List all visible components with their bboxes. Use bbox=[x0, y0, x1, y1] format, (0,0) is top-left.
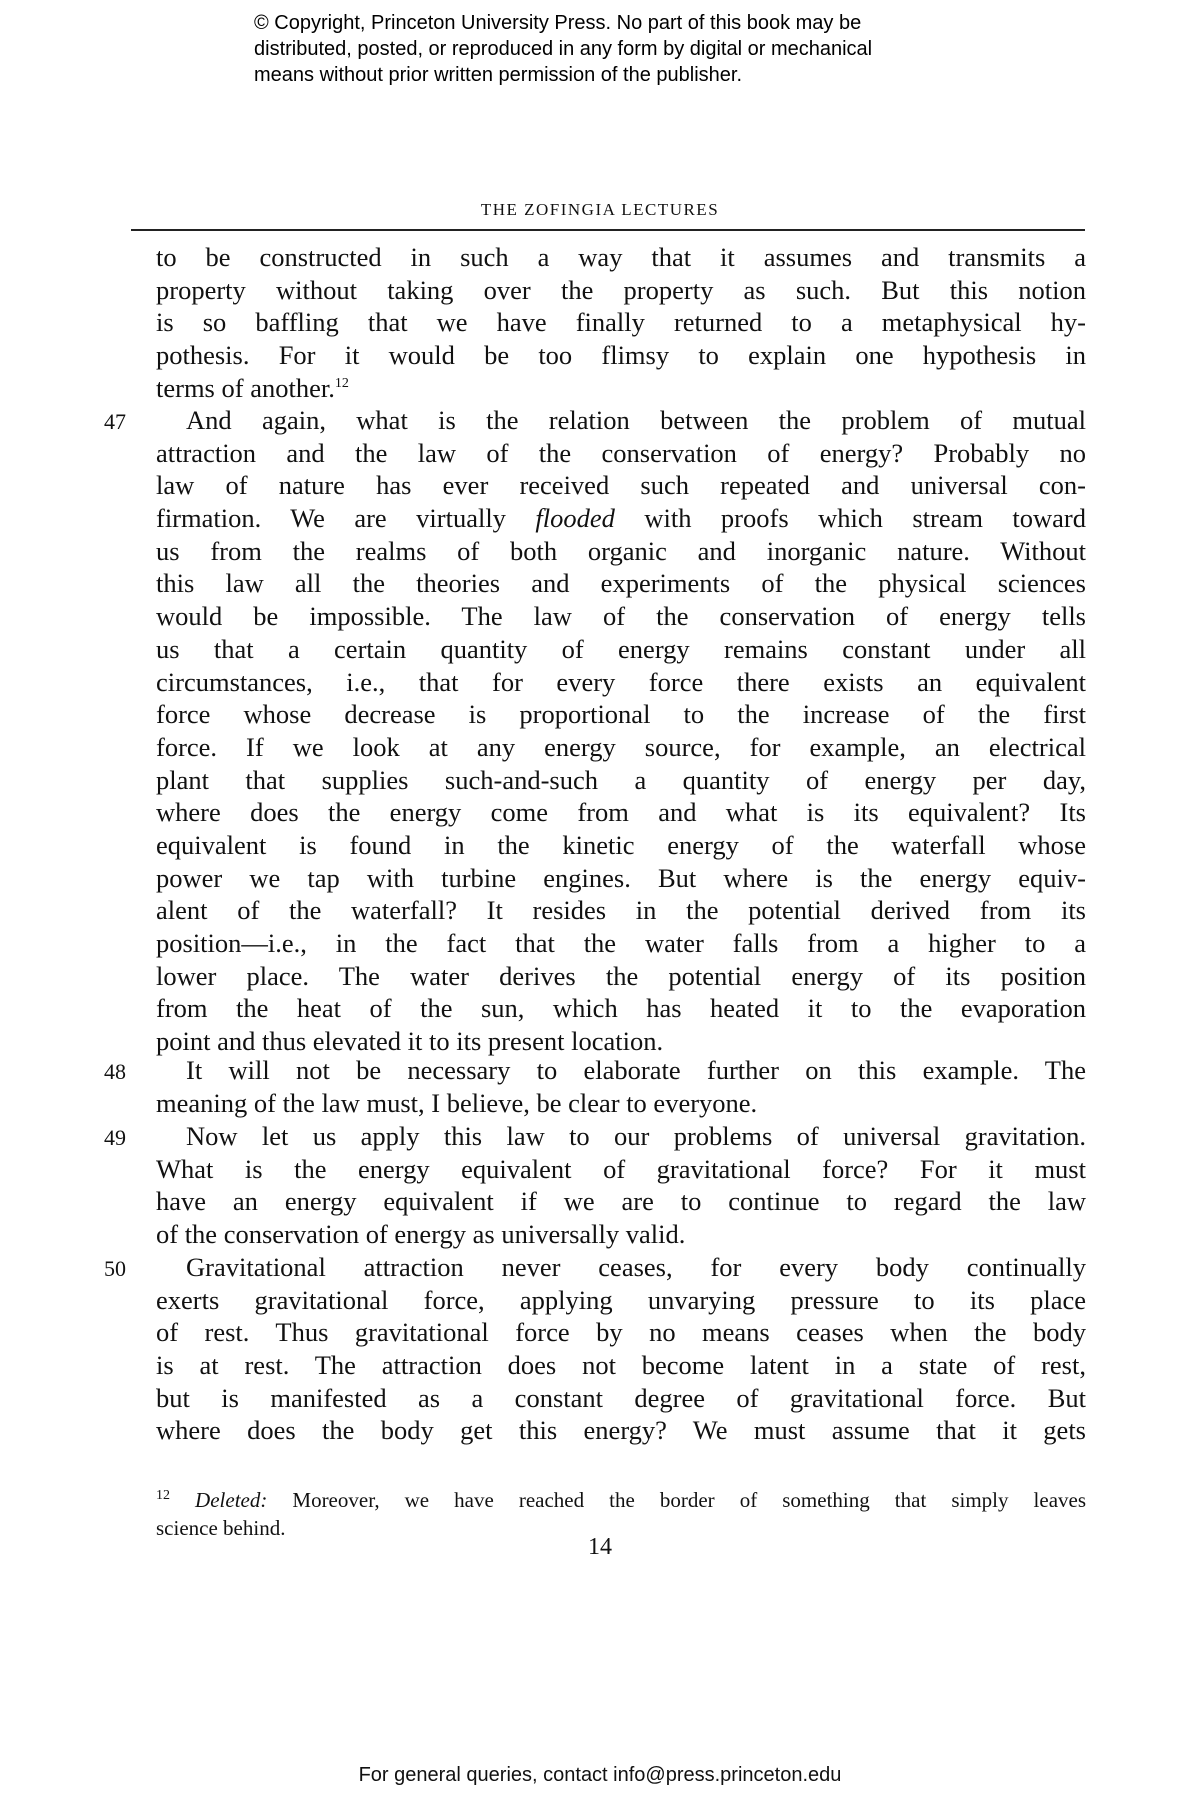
paragraph-50 bbox=[156, 1251, 1086, 1447]
copyright-line: © Copyright, Princeton University Press. No part of this book may be bbox=[254, 12, 862, 34]
text-line: And again, what is the relation between the problem of mutual bbox=[186, 405, 1086, 435]
text-line: from the heat of the sun, which has heated it to the evaporation bbox=[156, 993, 1086, 1024]
text-line: to be constructed in such a way that it assumes and transmits a bbox=[156, 242, 1086, 272]
text-line: of rest. Thus gravitational force by no means ceases when the body bbox=[156, 1317, 1086, 1348]
text-line: lower place. The water derives the potential energy of its position bbox=[156, 960, 1086, 991]
footnote-number: 12 bbox=[156, 1488, 170, 1503]
text-line: would be impossible. The law of the conservation of energy tells bbox=[156, 601, 1086, 632]
text-line: where does the energy come from and what is its equivalent? Its bbox=[156, 797, 1086, 828]
paragraph-48 bbox=[156, 1054, 1086, 1119]
footnote-text: Moreover, we have reached the border of something that simply leaves bbox=[292, 1488, 1087, 1512]
contact-info: For general queries, contact info@press.princeton.edu bbox=[358, 1764, 842, 1786]
page-number: 14 bbox=[588, 1534, 612, 1560]
text-line: plant that supplies such-and-such a quantity of energy per day, bbox=[156, 764, 1086, 795]
emphasis: flooded bbox=[535, 503, 615, 534]
running-header: THE ZOFINGIA LECTURES bbox=[480, 200, 720, 219]
text-line: What is the energy equivalent of gravitational force? For it must bbox=[156, 1153, 1086, 1184]
text-line-end: terms of another. bbox=[156, 372, 335, 403]
text-line: Now let us apply this law to our problems of universal gravitation. bbox=[186, 1121, 1086, 1151]
copyright-line: distributed, posted, or reproduced in any form by digital or mechanical bbox=[254, 38, 873, 60]
text-line: firmation. We are virtually flooded with proofs which stream toward bbox=[156, 503, 1087, 534]
text-line: is so baffling that we have finally returned to a metaphysical hy- bbox=[156, 307, 1086, 338]
paragraph-number: 50 bbox=[104, 1256, 126, 1281]
text-line: property without taking over the property as such. But this notion bbox=[156, 274, 1086, 305]
text-line: force whose decrease is proportional to the increase of the first bbox=[156, 699, 1086, 730]
text-line: It will not be necessary to elaborate further on this example. The bbox=[186, 1055, 1086, 1085]
footnote-line bbox=[156, 1486, 1086, 1514]
paragraph-number: 48 bbox=[104, 1059, 126, 1084]
text-line: this law all the theories and experiments of the physical sciences bbox=[156, 568, 1086, 599]
paragraph-number: 49 bbox=[104, 1125, 126, 1150]
copyright-notice bbox=[254, 10, 1014, 88]
text-line: Gravitational attraction never ceases, for every body continually bbox=[186, 1252, 1086, 1282]
text-line: pothesis. For it would be too flimsy to explain one hypothesis in bbox=[156, 340, 1086, 371]
text-line: have an energy equivalent if we are to continue to regard the law bbox=[156, 1186, 1086, 1217]
text-line: force. If we look at any energy source, for example, an electrical bbox=[156, 731, 1086, 762]
text-line: power we tap with turbine engines. But where is the energy equiv- bbox=[156, 862, 1086, 893]
text-line: is at rest. The attraction does not become latent in a state of rest, bbox=[156, 1350, 1086, 1381]
text-line: equivalent is found in the kinetic energy of the waterfall whose bbox=[156, 829, 1086, 860]
text-line: but is manifested as a constant degree of gravitational force. But bbox=[156, 1382, 1086, 1413]
text-line: meaning of the law must, I believe, be clear to everyone. bbox=[156, 1087, 758, 1118]
paragraph-49 bbox=[156, 1120, 1086, 1251]
header-rule bbox=[131, 229, 1085, 231]
continued-paragraph bbox=[156, 241, 1086, 404]
footnote-line: science behind. bbox=[156, 1516, 286, 1540]
text-line: of the conservation of energy as universally valid. bbox=[156, 1219, 686, 1250]
text-line: where does the body get this energy? We must assume that it gets bbox=[156, 1415, 1086, 1446]
paragraph-number: 47 bbox=[104, 409, 126, 434]
text-line: exerts gravitational force, applying unvarying pressure to its place bbox=[156, 1284, 1086, 1315]
text-line: alent of the waterfall? It resides in the potential derived from its bbox=[156, 895, 1086, 926]
text-line: circumstances, i.e., that for every force there exists an equivalent bbox=[156, 666, 1086, 697]
text-line: position—i.e., in the fact that the water falls from a higher to a bbox=[156, 928, 1086, 958]
text-line: us that a certain quantity of energy remains constant under all bbox=[156, 633, 1086, 664]
footnote-label: Deleted: bbox=[195, 1488, 268, 1512]
copyright-line: means without prior written permission of the publisher. bbox=[254, 64, 743, 86]
text-line: attraction and the law of the conservation of energy? Probably no bbox=[156, 437, 1086, 468]
text-line: law of nature has ever received such repeated and universal con- bbox=[156, 470, 1086, 501]
text-line: us from the realms of both organic and inorganic nature. Without bbox=[156, 535, 1086, 566]
paragraph-47 bbox=[156, 404, 1086, 1058]
text-line bbox=[156, 372, 1086, 405]
footnote-reference: 12 bbox=[334, 375, 349, 391]
text-line: point and thus elevated it to its present location. bbox=[156, 1026, 664, 1057]
